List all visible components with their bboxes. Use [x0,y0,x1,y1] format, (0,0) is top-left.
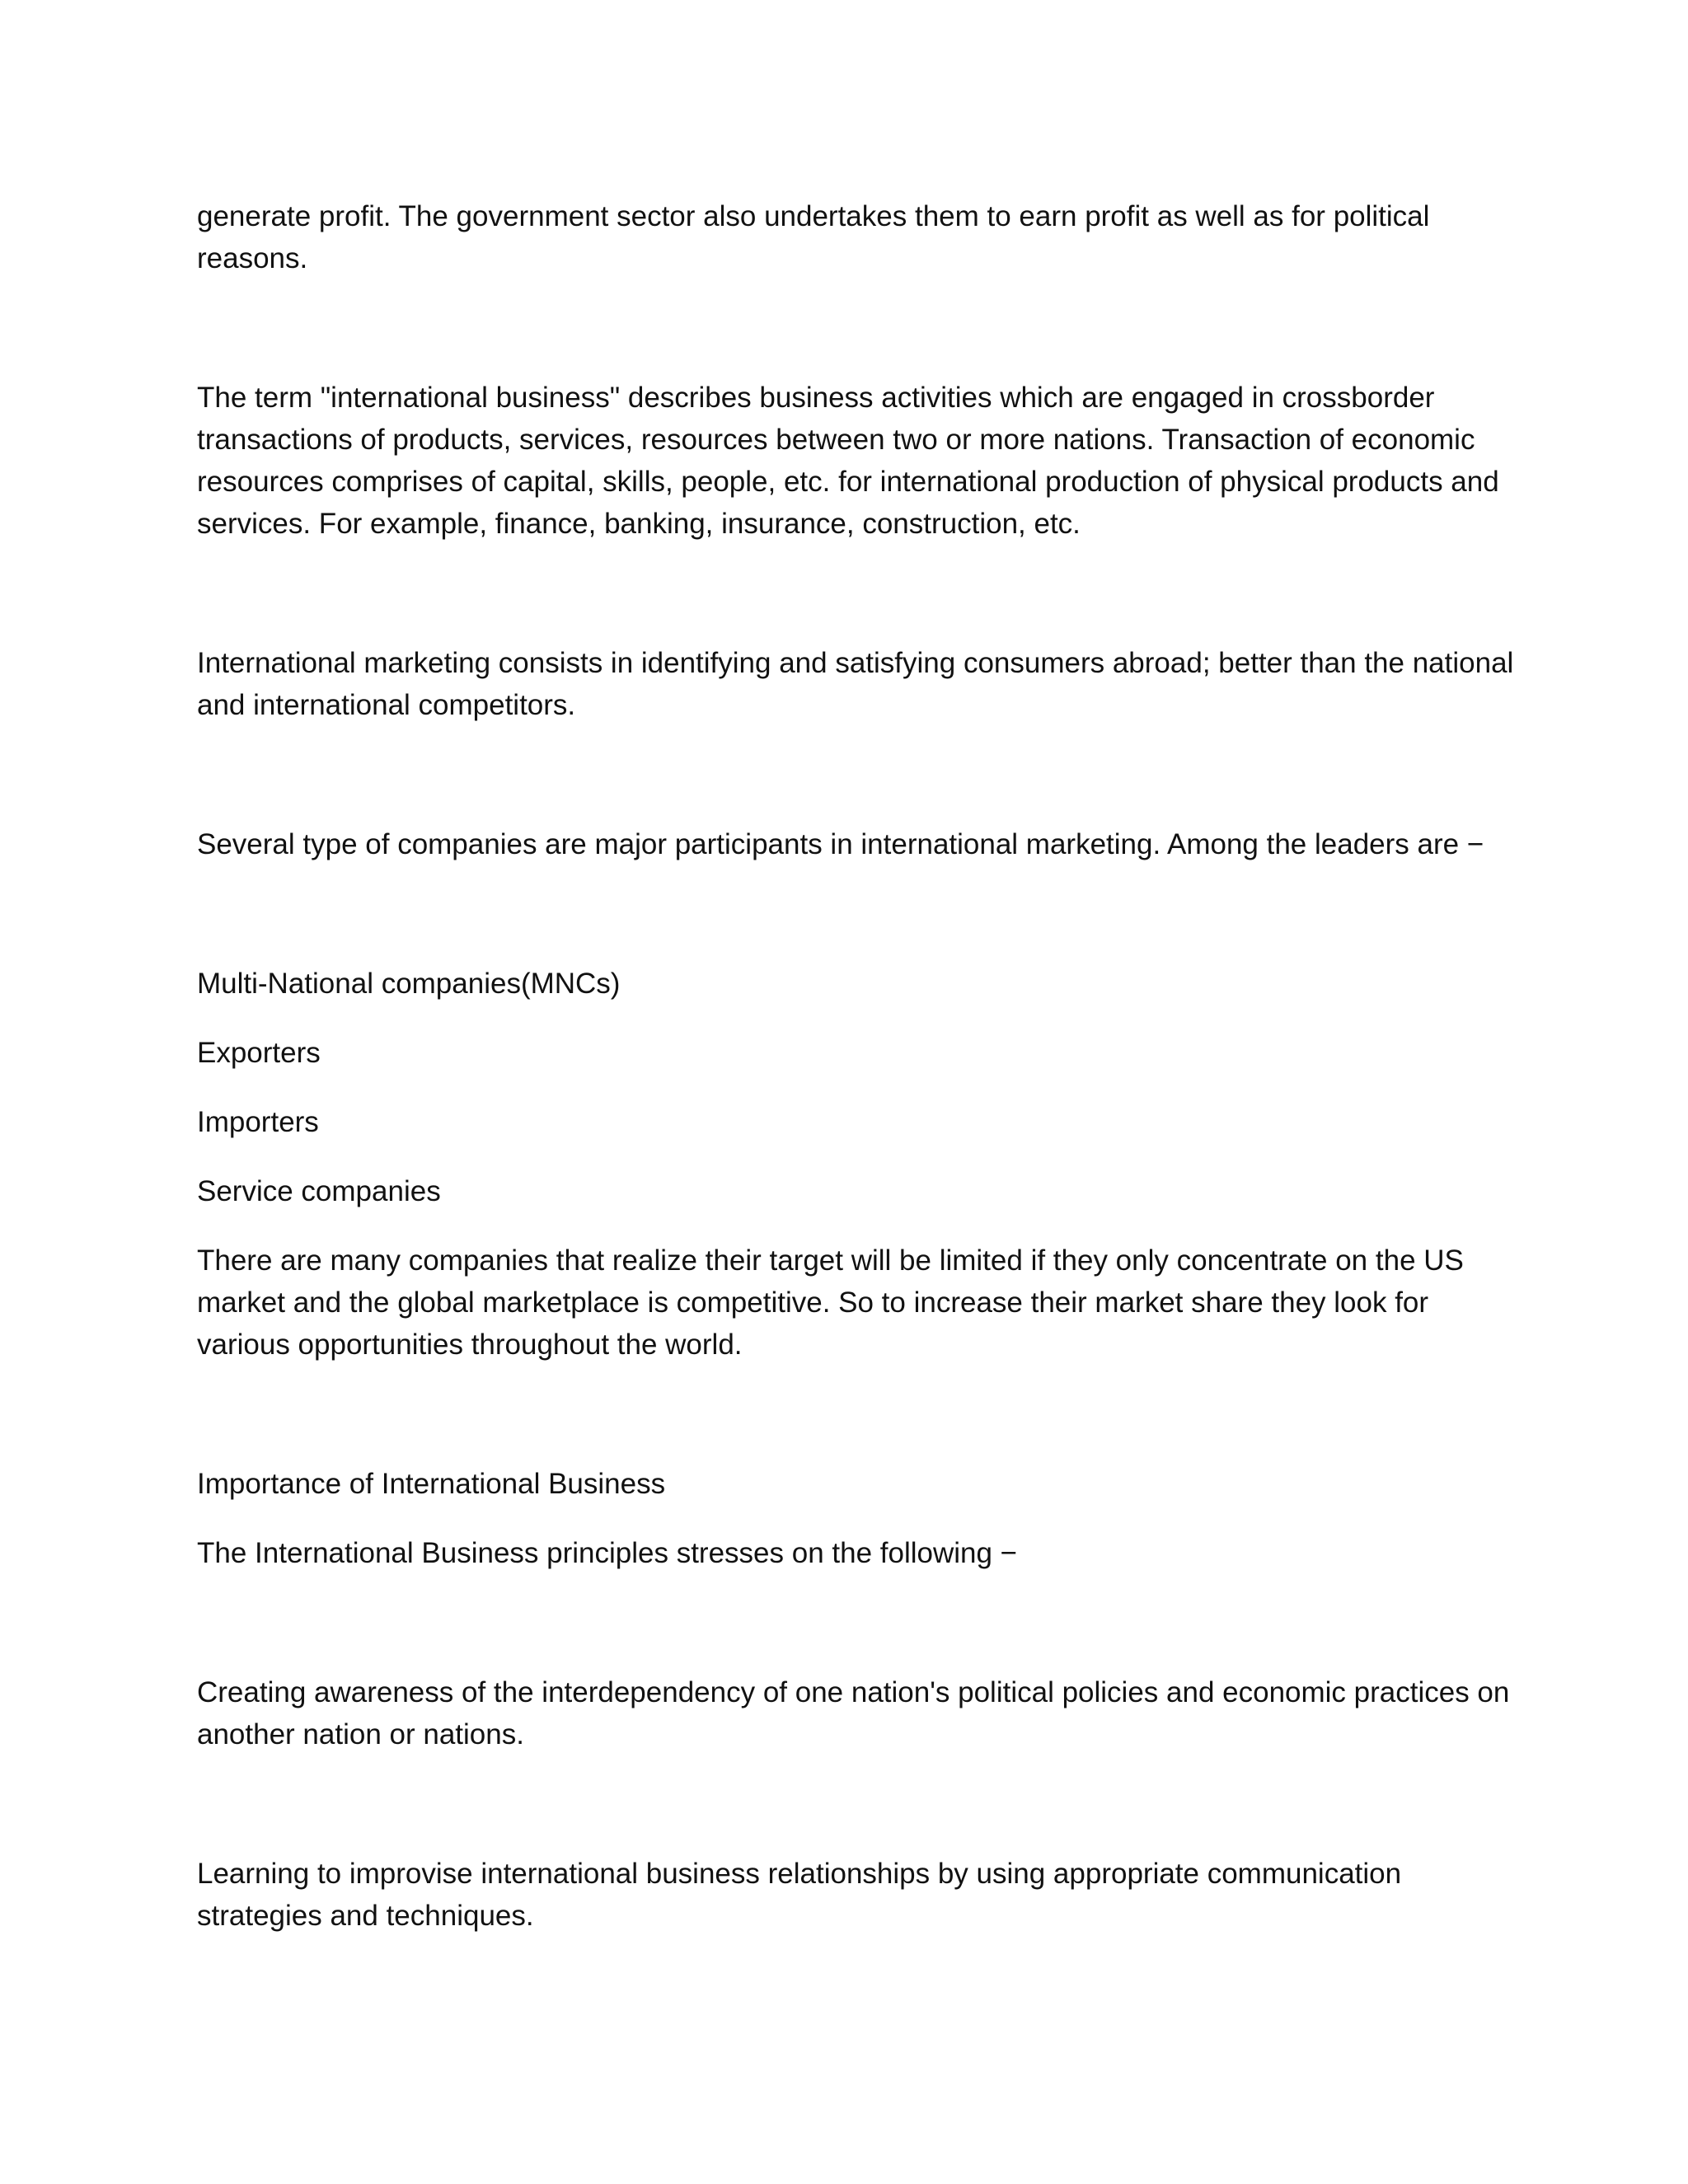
paragraph-market-share: There are many companies that realize their target will be limited if they only concentrate on the US market and the global marketplace is competitive. So to increase their market share they look for various opportunities throughout the world. [197,1244,1464,1361]
paragraph-interdependency: Creating awareness of the interdependency of one nation's political policies and economic practices on another nation or nations. [197,1676,1510,1750]
paragraph-international-marketing: International marketing consists in identifying and satisfying consumers abroad; better than the national and international competitors. [197,647,1514,721]
list-item-exporters: Exporters [197,1037,321,1069]
paragraph-international-business-definition: The term "international business" describes business activities which are engaged in crossborder transactions of products, services, resources between two or more nations. Transaction of economic resources comprises of capital, skills, people, etc. for international production of physical products and services. For example, finance, banking, insurance, construction, etc. [197,382,1499,540]
paragraph-communication-strategies: Learning to improvise international business relationships by using appropriate communication strategies and techniques. [197,1858,1402,1932]
list-item-mncs: Multi-National companies(MNCs) [197,968,621,1000]
paragraph-profit-reasons: generate profit. The government sector also undertakes them to earn profit as well as for political reasons. [197,200,1430,274]
list-item-importers: Importers [197,1106,319,1138]
paragraph-principles-intro: The International Business principles stresses on the following − [197,1537,1018,1569]
list-item-service-companies: Service companies [197,1175,441,1207]
section-heading-importance: Importance of International Business [197,1468,666,1500]
paragraph-participants: Several type of companies are major participants in international marketing. Among the leaders are − [197,828,1484,860]
